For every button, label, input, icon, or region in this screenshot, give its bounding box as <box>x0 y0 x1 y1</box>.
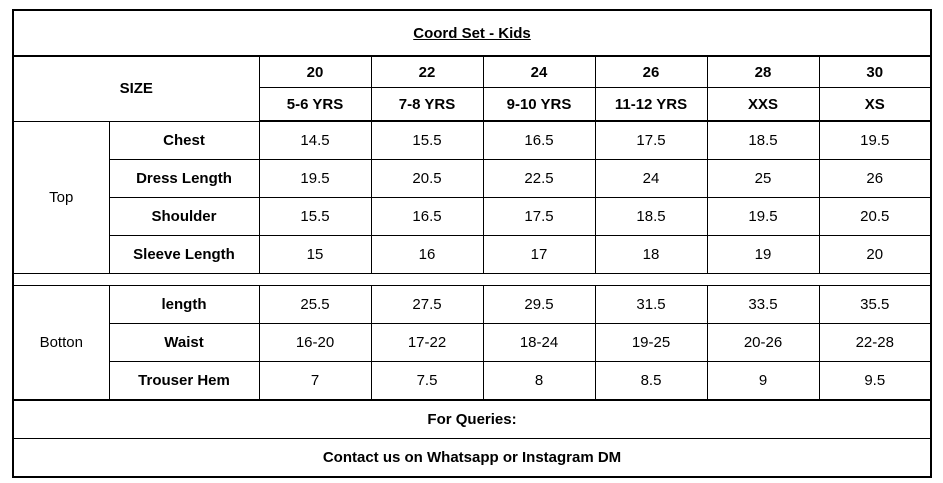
title-row <box>13 10 931 56</box>
measurement-value: 18.5 <box>707 121 819 160</box>
age-column-header: 11-12 YRS <box>595 88 707 122</box>
measurement-value: 20 <box>819 236 931 274</box>
measurement-value: 33.5 <box>707 286 819 324</box>
measurement-value: 7 <box>259 362 371 401</box>
age-column-header: XXS <box>707 88 819 122</box>
measurement-label: Trouser Hem <box>109 362 259 401</box>
measurement-value: 17-22 <box>371 324 483 362</box>
measurement-value: 16.5 <box>483 121 595 160</box>
measurement-value: 35.5 <box>819 286 931 324</box>
measurement-value: 9 <box>707 362 819 401</box>
measurement-label: Shoulder <box>109 198 259 236</box>
size-column-header: 30 <box>819 56 931 88</box>
measurement-value: 18-24 <box>483 324 595 362</box>
size-column-header: 26 <box>595 56 707 88</box>
measurement-value: 24 <box>595 160 707 198</box>
size-column-header: 20 <box>259 56 371 88</box>
measurement-value: 17.5 <box>595 121 707 160</box>
measurement-label: Waist <box>109 324 259 362</box>
size-chart-table <box>12 9 932 478</box>
measurement-value: 20-26 <box>707 324 819 362</box>
queries-row <box>13 400 931 439</box>
table-row <box>13 362 931 401</box>
measurement-value: 17 <box>483 236 595 274</box>
measurement-value: 19.5 <box>259 160 371 198</box>
age-column-header: XS <box>819 88 931 122</box>
age-column-header: 9-10 YRS <box>483 88 595 122</box>
size-column-header: 24 <box>483 56 595 88</box>
measurement-label: length <box>109 286 259 324</box>
measurement-value: 15.5 <box>371 121 483 160</box>
measurement-value: 15.5 <box>259 198 371 236</box>
measurement-value: 19.5 <box>707 198 819 236</box>
size-header-label: SIZE <box>13 56 259 121</box>
measurement-value: 18.5 <box>595 198 707 236</box>
table-row <box>13 198 931 236</box>
measurement-value: 19.5 <box>819 121 931 160</box>
table-row <box>13 121 931 160</box>
measurement-label: Chest <box>109 121 259 160</box>
contact-row <box>13 439 931 478</box>
contact-label: Contact us on Whatsapp or Instagram DM <box>13 439 931 478</box>
measurement-value: 19 <box>707 236 819 274</box>
measurement-value: 17.5 <box>483 198 595 236</box>
measurement-value: 15 <box>259 236 371 274</box>
measurement-label: Sleeve Length <box>109 236 259 274</box>
measurement-value: 20.5 <box>819 198 931 236</box>
section-divider <box>13 274 931 286</box>
queries-label: For Queries: <box>13 400 931 439</box>
measurement-value: 27.5 <box>371 286 483 324</box>
age-column-header: 5-6 YRS <box>259 88 371 122</box>
measurement-value: 25.5 <box>259 286 371 324</box>
measurement-value: 14.5 <box>259 121 371 160</box>
table-row <box>13 286 931 324</box>
measurement-value: 22-28 <box>819 324 931 362</box>
measurement-value: 26 <box>819 160 931 198</box>
table-row <box>13 236 931 274</box>
size-column-header: 22 <box>371 56 483 88</box>
size-column-header: 28 <box>707 56 819 88</box>
measurement-value: 25 <box>707 160 819 198</box>
table-row <box>13 324 931 362</box>
measurement-value: 16 <box>371 236 483 274</box>
measurement-value: 22.5 <box>483 160 595 198</box>
group-label-top: Top <box>13 121 109 274</box>
group-label-bottom: Botton <box>13 286 109 401</box>
measurement-value: 20.5 <box>371 160 483 198</box>
age-column-header: 7-8 YRS <box>371 88 483 122</box>
size-header-row <box>13 56 931 88</box>
measurement-value: 9.5 <box>819 362 931 401</box>
measurement-value: 7.5 <box>371 362 483 401</box>
measurement-value: 31.5 <box>595 286 707 324</box>
measurement-value: 16-20 <box>259 324 371 362</box>
measurement-value: 19-25 <box>595 324 707 362</box>
measurement-label: Dress Length <box>109 160 259 198</box>
page-title: Coord Set - Kids <box>13 10 931 56</box>
measurement-value: 16.5 <box>371 198 483 236</box>
measurement-value: 18 <box>595 236 707 274</box>
measurement-value: 8.5 <box>595 362 707 401</box>
table-row <box>13 160 931 198</box>
measurement-value: 8 <box>483 362 595 401</box>
measurement-value: 29.5 <box>483 286 595 324</box>
